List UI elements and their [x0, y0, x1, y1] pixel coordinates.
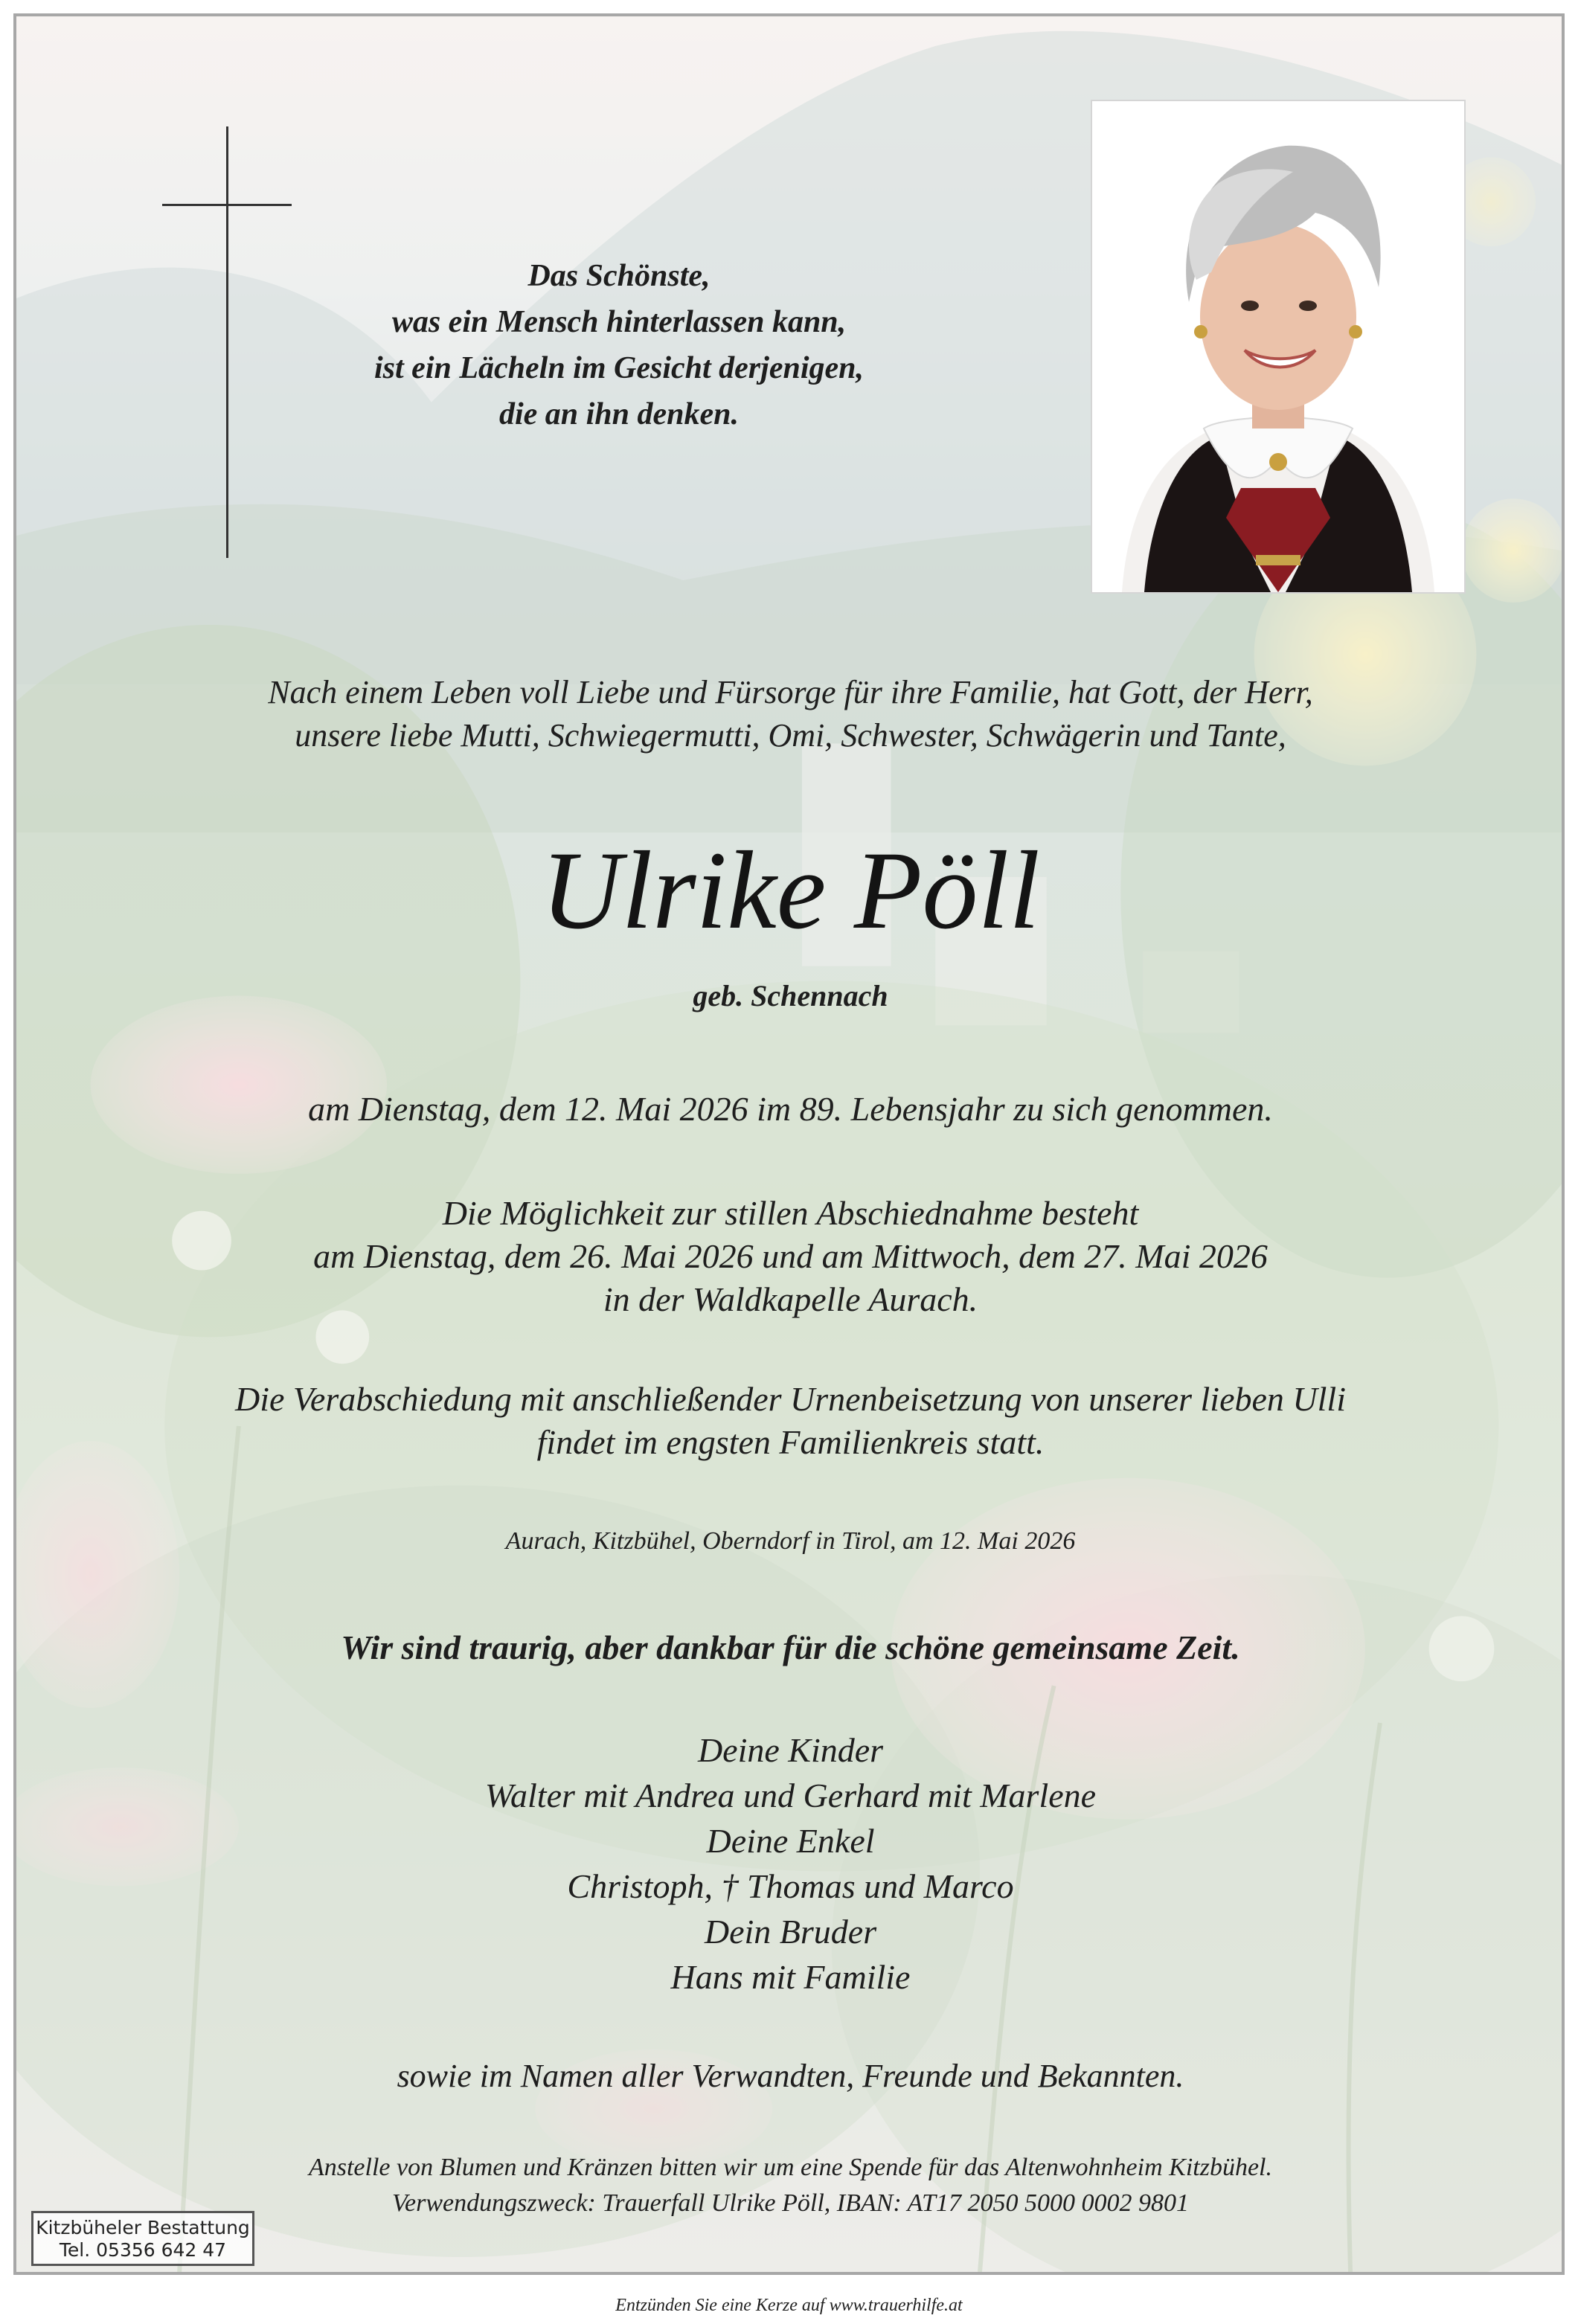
cross-icon [226, 126, 228, 558]
place-date: Aurach, Kitzbühel, Oberndorf in Tirol, am 12. Mai 2026 [505, 1527, 1076, 1555]
undertaker-name: Kitzbüheler Bestattung [36, 2217, 250, 2238]
donation-line: Verwendungszweck: Trauerfall Ulrike Pöll, IBAN: AT17 2050 5000 0002 9801 [392, 2189, 1189, 2217]
ceremony-info [46, 1378, 1535, 1464]
farewell-info [46, 1192, 1535, 1321]
candle-footer-link[interactable]: Entzünden Sie eine Kerze auf www.trauerhilfe.at [615, 2296, 963, 2315]
memorial-quote [299, 253, 939, 437]
family-line: Dein Bruder [704, 1913, 877, 1951]
donation-line: Anstelle von Blumen und Kränzen bitten wir um eine Spende für das Altenwohnheim Kitzbühel. [308, 2154, 1272, 2181]
family-line: Walter mit Andrea und Gerhard mit Marlene [484, 1776, 1097, 1814]
relatives-note: sowie im Namen aller Verwandten, Freunde und Bekannten. [397, 2058, 1184, 2094]
death-notice: am Dienstag, dem 12. Mai 2026 im 89. Lebensjahr zu sich genommen. [308, 1090, 1273, 1128]
portrait-illustration [1092, 101, 1464, 592]
quote-line: was ein Mensch hinterlassen kann, [391, 305, 847, 339]
undertaker-stamp [31, 2211, 254, 2266]
intro-text [46, 671, 1535, 757]
quote-line: die an ihn denken. [498, 397, 740, 431]
intro-line: Nach einem Leben voll Liebe und Fürsorge für ihre Familie, hat Gott, der Herr, [268, 674, 1313, 710]
deceased-name: Ulrike Pöll [541, 829, 1040, 952]
obituary-frame [13, 13, 1565, 2275]
family-line: Christoph, † Thomas und Marco [567, 1867, 1014, 1905]
family-line: Hans mit Familie [670, 1958, 911, 1996]
family-list [46, 1727, 1535, 2000]
motto: Wir sind traurig, aber dankbar für die schöne gemeinsame Zeit. [341, 1628, 1240, 1666]
quote-line: ist ein Lächeln im Gesicht derjenigen, [374, 351, 864, 385]
cross-icon-bar [162, 204, 292, 206]
ceremony-line: Die Verabschiedung mit anschließender Urnenbeisetzung von unserer lieben Ulli [234, 1380, 1346, 1418]
family-line: Deine Kinder [697, 1731, 884, 1769]
farewell-line: in der Waldkapelle Aurach. [603, 1280, 978, 1318]
intro-line: unsere liebe Mutti, Schwiegermutti, Omi, Schwester, Schwägerin und Tante, [295, 717, 1286, 754]
farewell-line: am Dienstag, dem 26. Mai 2026 und am Mittwoch, dem 27. Mai 2026 [313, 1237, 1268, 1275]
undertaker-phone: Tel. 05356 642 47 [59, 2239, 227, 2261]
family-line: Deine Enkel [706, 1822, 875, 1860]
farewell-line: Die Möglichkeit zur stillen Abschiednahme besteht [442, 1194, 1139, 1232]
donation-note [46, 2150, 1535, 2221]
maiden-name: geb. Schennach [693, 979, 888, 1012]
ceremony-line: findet im engsten Familienkreis statt. [536, 1423, 1045, 1461]
quote-line: Das Schönste, [527, 259, 711, 293]
portrait-photo [1092, 101, 1464, 592]
obituary-content [16, 16, 1562, 2272]
